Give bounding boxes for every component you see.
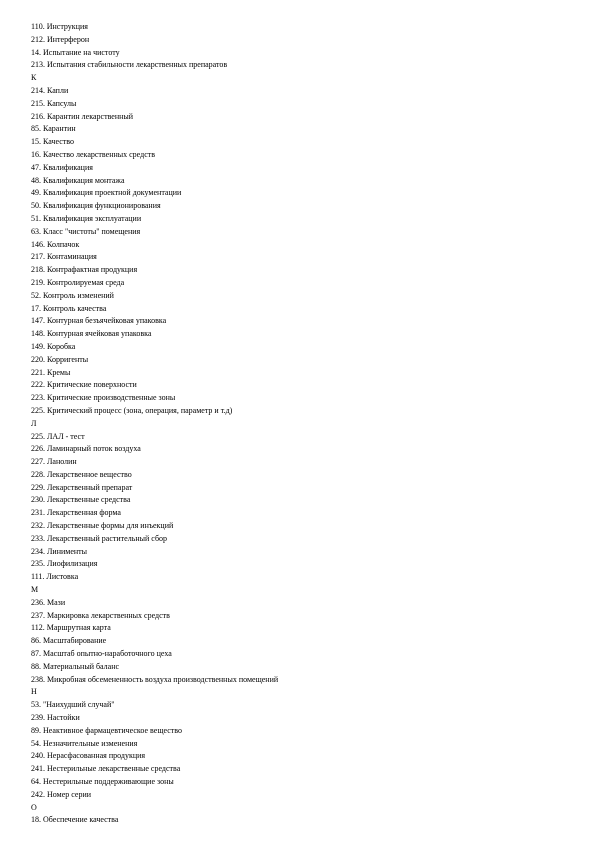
index-entry: 216. Карантин лекарственный	[31, 111, 134, 121]
index-entry: 63. Класс "чистоты" помещения	[31, 226, 141, 236]
index-entry: 218. Контрафактная продукция	[31, 265, 138, 275]
index-entry: 213. Испытания стабильности лекарственных препаратов	[31, 60, 228, 70]
index-entry: 17. Контроль качества	[31, 303, 107, 313]
index-entry: 242. Номер серии	[31, 789, 91, 799]
index-entry: 15. Качество	[31, 137, 75, 147]
index-entry: 112. Маршрутная карта	[31, 623, 111, 633]
index-entry: 149. Коробка	[31, 341, 76, 351]
index-entry: 87. Масштаб опытно-наработочного цеха	[31, 649, 172, 659]
section-letter-heading: К	[31, 73, 37, 83]
index-entry: 48. Квалификация монтажа	[31, 175, 125, 185]
index-entry: 232. Лекарственные формы для инъекций	[31, 521, 174, 531]
index-entry: 18. Обеспечение качества	[31, 815, 119, 825]
index-entry: 111. Листовка	[31, 572, 79, 582]
index-entry: 229. Лекарственный препарат	[31, 482, 133, 492]
index-entry: 88. Материальный баланс	[31, 661, 120, 671]
index-entry: 240. Нерасфасованная продукция	[31, 751, 146, 761]
index-entry: 53. "Наихудший случай"	[31, 700, 115, 710]
index-entry: 241. Нестерильные лекарственные средства	[31, 764, 181, 774]
index-entry: 228. Лекарственное вещество	[31, 469, 132, 479]
index-entry: 225. Критический процесс (зона, операция, параметр и т.д)	[31, 405, 233, 415]
index-entry: 231. Лекарственная форма	[31, 508, 121, 518]
index-entry: 14. Испытание на чистоту	[31, 47, 120, 57]
index-entry: 217. Контаминация	[31, 252, 97, 262]
index-entry: 236. Мази	[31, 597, 66, 607]
section-letter-heading: М	[31, 585, 39, 595]
index-entry: 222. Критические поверхности	[31, 380, 137, 390]
index-entry: 64. Нестерильные поддерживающие зоны	[31, 777, 174, 787]
index-entry: 233. Лекарственный растительный сбор	[31, 533, 168, 543]
index-entry: 220. Корригенты	[31, 354, 89, 364]
index-entry: 227. Ланолин	[31, 457, 77, 467]
index-entry: 147. Контурная безъячейковая упаковка	[31, 316, 167, 326]
document-page	[31, 21, 576, 827]
index-entry: 86. Масштабирование	[31, 636, 107, 646]
index-entry: 51. Квалификация эксплуатации	[31, 213, 142, 223]
index-entry: 214. Капли	[31, 85, 69, 95]
index-entry: 238. Микробная обсемененность воздуха производственных помещений	[31, 674, 279, 684]
index-entry: 239. Настойки	[31, 713, 80, 723]
index-entry: 148. Контурная ячейковая упаковка	[31, 329, 152, 339]
index-entry: 110. Инструкция	[31, 22, 88, 31]
index-entry: 219. Контролируемая среда	[31, 277, 125, 287]
section-letter-heading: О	[31, 802, 37, 812]
section-letter-heading: Н	[31, 687, 37, 697]
index-entry: 234. Линименты	[31, 546, 88, 556]
index-entry: 49. Квалификация проектной документации	[31, 188, 182, 198]
index-entry: 212. Интерферон	[31, 34, 90, 44]
index-entry: 89. Неактивное фармацевтическое вещество	[31, 725, 183, 735]
index-entry: 47. Квалификация	[31, 162, 93, 172]
index-entry: 237. Маркировка лекарственных средств	[31, 610, 170, 620]
index-entry: 225. ЛАЛ - тест	[31, 431, 85, 441]
index-entry: 215. Капсулы	[31, 98, 77, 108]
index-entry: 54. Незначительные изменения	[31, 738, 138, 748]
index-entry: 223. Критические производственные зоны	[31, 393, 176, 403]
index-entry: 221. Кремы	[31, 367, 71, 377]
index-entry: 235. Лиофилизация	[31, 559, 98, 569]
index-entry: 226. Ламинарный поток воздуха	[31, 444, 141, 454]
index-entry: 85. Карантин	[31, 124, 76, 134]
index-entry: 52. Контроль изменений	[31, 290, 114, 300]
index-entry: 50. Квалификация функционирования	[31, 201, 161, 211]
section-letter-heading: Л	[31, 418, 37, 428]
index-entry: 16. Качество лекарственных средств	[31, 149, 156, 159]
index-entry: 230. Лекарственные средства	[31, 495, 131, 505]
index-entry: 146. Колпачок	[31, 239, 80, 249]
